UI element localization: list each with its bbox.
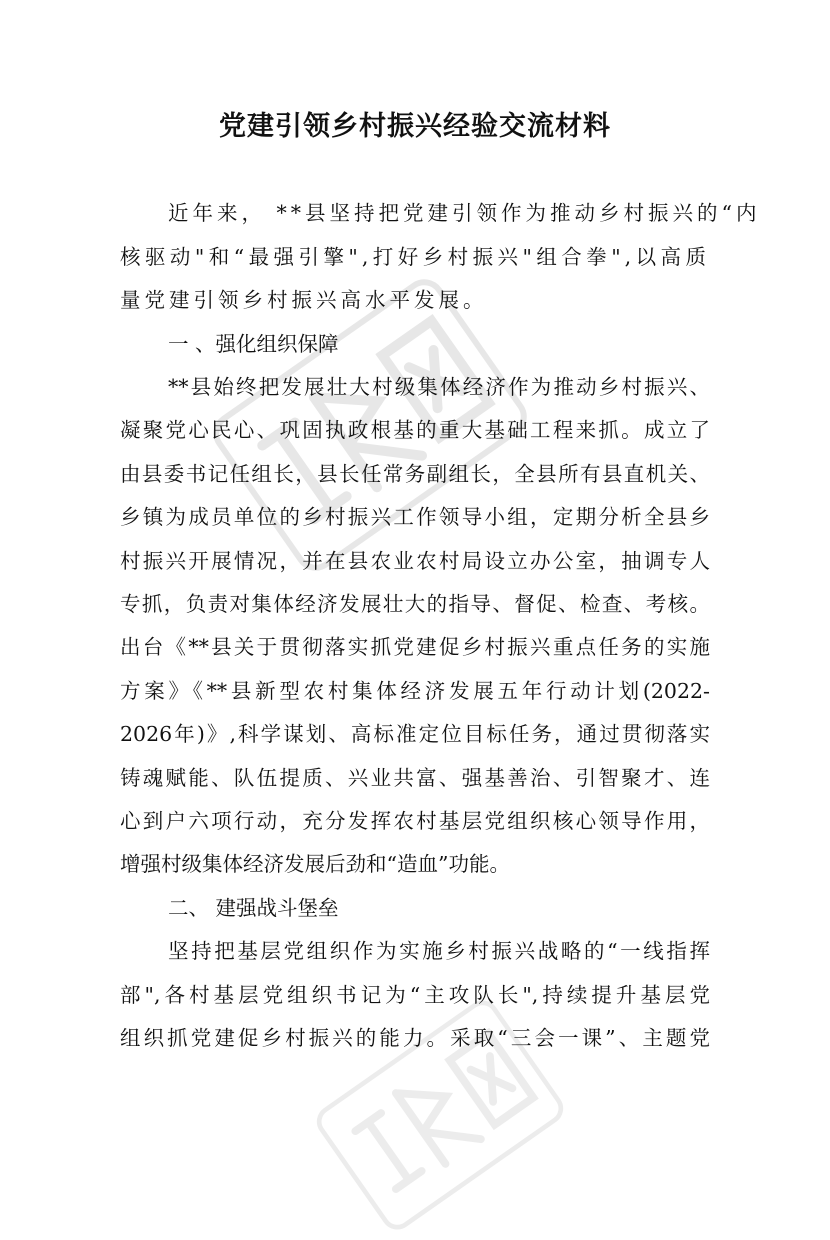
paragraph-line: 2026年)》,科学谋划、高标准定位目标任务，通过贯彻落实 — [120, 722, 710, 746]
paragraph-line: 出台《**县关于贯彻落实抓党建促乡村振兴重点任务的实施 — [120, 635, 710, 659]
document-title: 党建引领乡村振兴经验交流材料 — [219, 111, 611, 142]
paragraph-line: 量党建引领乡村振兴高水平发展。 — [120, 288, 488, 312]
paragraph-line: 铸魂赋能、队伍提质、兴业共富、强基善治、引智聚才、连 — [120, 766, 710, 790]
paragraph-line: 组织抓党建促乡村振兴的能力。采取“三会一课”、主题党 — [120, 1026, 710, 1050]
paragraph-line: 心到户六项行动，充分发挥农村基层党组织核心领导作用， — [120, 809, 710, 833]
paragraph-line: 乡镇为成员单位的乡村振兴工作领导小组，定期分析全县乡 — [120, 505, 710, 529]
paragraph-line: 方案》《**县新型农村集体经济发展五年行动计划(2022- — [120, 679, 710, 703]
paragraph-line: 核驱动"和“最强引擎",打好乡村振兴"组合拳",以高质 — [120, 245, 710, 269]
section-heading-2: 二、 建强战斗堡垒 — [168, 896, 339, 920]
paragraph-line: **县始终把发展壮大村级集体经济作为推动乡村振兴、 — [168, 375, 710, 399]
paragraph-line: 增强村级集体经济发展后劲和“造血”功能。 — [120, 852, 510, 876]
paragraph-line: 村振兴开展情况，并在县农业农村局设立办公室，抽调专人 — [120, 549, 710, 573]
section-heading-1: 一 、强化组织保障 — [168, 332, 339, 356]
paragraph-line: 近年来， **县坚持把党建引领作为推动乡村振兴的“内 — [168, 201, 761, 225]
paragraph-line: 由县委书记任组长，县长任常务副组长，全县所有县直机关、 — [120, 462, 710, 486]
paragraph-line: 部",各村基层党组织书记为“主攻队长",持续提升基层党 — [120, 983, 710, 1007]
paragraph-line: 凝聚党心民心、巩固执政根基的重大基础工程来抓。成立了 — [120, 418, 710, 442]
paragraph-line: 专抓，负责对集体经济发展壮大的指导、督促、检查、考核。 — [120, 592, 710, 616]
paragraph-line: 坚持把基层党组织作为实施乡村振兴战略的“一线指挥 — [168, 939, 710, 963]
